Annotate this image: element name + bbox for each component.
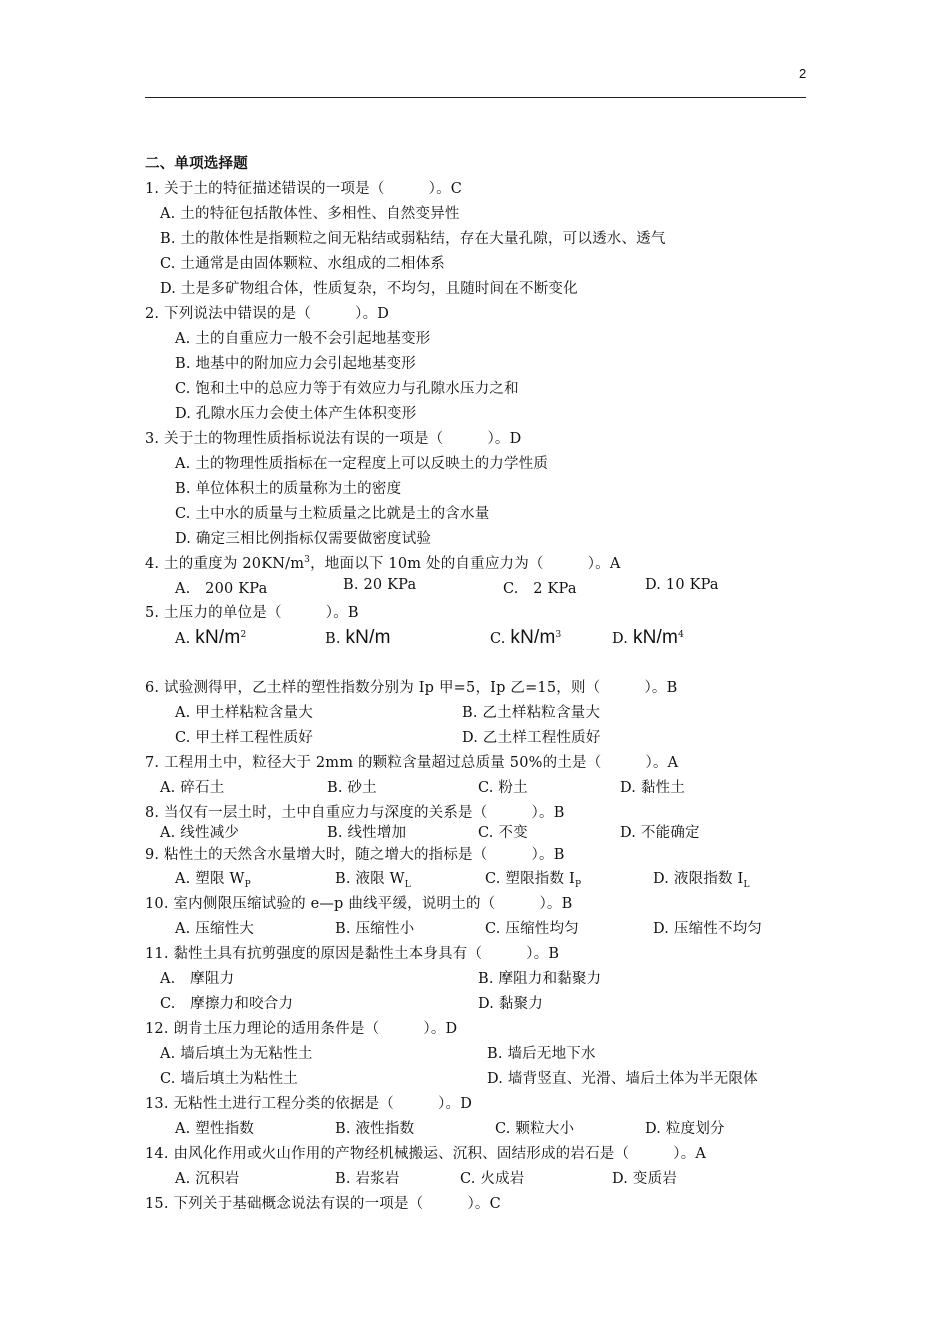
question-5-option-b	[325, 627, 391, 649]
question-6-option-a: A. 甲土样粘粒含量大	[175, 705, 313, 721]
question-9-option-a	[175, 867, 251, 890]
question-5-option-c	[490, 627, 561, 649]
question-4-option-b: B. 20 KPa	[343, 577, 417, 593]
option-text: A. 塑限 W	[175, 871, 245, 887]
question-11-option-b: B. 摩阻力和黏聚力	[478, 971, 602, 987]
question-13-option-d: D. 粒度划分	[645, 1121, 725, 1137]
unit-text: kN/m	[345, 627, 391, 648]
question-2-option-c: C. 饱和土中的总应力等于有效应力与孔隙水压力之和	[175, 381, 519, 397]
question-11-option-d: D. 黏聚力	[478, 996, 544, 1012]
question-3-option-d: D. 确定三相比例指标仅需要做密度试验	[175, 531, 432, 547]
unit-text: kN/m	[632, 627, 679, 648]
question-9-option-c	[485, 867, 581, 890]
question-8-stem: 8. 当仅有一层土时，土中自重应力与深度的关系是（ ）。B	[145, 805, 565, 821]
question-12-option-a: A. 墙后填土为无粘性土	[160, 1046, 313, 1062]
question-7-option-d: D. 黏性土	[620, 780, 686, 796]
option-subscript: L	[743, 879, 750, 890]
question-7-option-a: A. 碎石土	[160, 780, 225, 796]
question-8-option-c: C. 不变	[478, 825, 528, 841]
question-11-option-a: A. 摩阻力	[160, 971, 235, 987]
question-10-option-b: B. 压缩性小	[335, 921, 415, 937]
question-13-option-a: A. 塑性指数	[175, 1121, 255, 1137]
question-9-option-b	[335, 867, 411, 890]
option-subscript: L	[404, 879, 411, 890]
question-13-stem: 13. 无粘性土进行工程分类的依据是（ ）。D	[145, 1096, 473, 1112]
question-5-option-a	[175, 627, 246, 649]
question-6-option-c: C. 甲土样工程性质好	[175, 730, 313, 746]
question-4-option-c: C. 2 KPa	[503, 581, 577, 597]
question-12-option-b: B. 墙后无地下水	[487, 1046, 596, 1062]
unit-exponent: 3	[555, 630, 562, 641]
question-4-stem-text: 4. 土的重度为 20KN/m	[145, 556, 305, 572]
question-5-stem: 5. 土压力的单位是（ ）。B	[145, 605, 359, 621]
option-text: B. 液限 W	[335, 871, 405, 887]
unit-exponent: 4	[678, 630, 685, 641]
question-1-stem: 1. 关于土的特征描述错误的一项是（ ）。C	[145, 181, 463, 197]
question-1-option-c: C. 土通常是由固体颗粒、水组成的二相体系	[160, 256, 445, 272]
question-4-option-d: D. 10 KPa	[645, 577, 719, 593]
question-3-option-b: B. 单位体积土的质量称为土的密度	[175, 481, 402, 497]
question-13-option-c: C. 颗粒大小	[495, 1121, 575, 1137]
question-10-option-c: C. 压缩性均匀	[485, 921, 579, 937]
option-text: C. 塑限指数 I	[485, 871, 575, 887]
unit-text: kN/m	[195, 627, 241, 648]
question-9-stem: 9. 粘性土的天然含水量增大时，随之增大的指标是（ ）。B	[145, 847, 565, 863]
question-14-option-b: B. 岩浆岩	[335, 1171, 400, 1187]
question-5-option-d	[612, 627, 684, 649]
question-4-stem-superscript: 3	[304, 555, 311, 566]
question-10-option-d: D. 压缩性不均匀	[653, 921, 763, 937]
question-3-stem: 3. 关于土的物理性质指标说法有误的一项是（ ）。D	[145, 431, 522, 447]
option-letter: A.	[175, 631, 191, 647]
question-4-stem-rest: ，地面以下 10m 处的自重应力为（ ）。A	[310, 556, 621, 572]
question-6-option-b: B. 乙土样粘粒含量大	[462, 705, 601, 721]
option-subscript: P	[244, 879, 251, 890]
question-2-option-a: A. 土的自重应力一般不会引起地基变形	[175, 331, 431, 347]
question-8-option-d: D. 不能确定	[620, 825, 700, 841]
question-1-option-d: D. 土是多矿物组合体，性质复杂，不均匀，且随时间在不断变化	[160, 281, 578, 297]
question-12-option-c: C. 墙后填土为粘性土	[160, 1071, 298, 1087]
question-7-option-c: C. 粉土	[478, 780, 528, 796]
option-text: D. 液限指数 I	[653, 871, 744, 887]
question-14-stem: 14. 由风化作用或火山作用的产物经机械搬运、沉积、固结形成的岩石是（ ）。A	[145, 1146, 707, 1162]
option-letter: C.	[490, 631, 506, 647]
question-2-option-b: B. 地基中的附加应力会引起地基变形	[175, 356, 416, 372]
question-14-option-a: A. 沉积岩	[175, 1171, 240, 1187]
question-6-stem: 6. 试验测得甲，乙土样的塑性指数分别为 Ip 甲=5，Ip 乙=15，则（ ）。B	[145, 680, 678, 696]
question-2-stem: 2. 下列说法中错误的是（ ）。D	[145, 306, 390, 322]
header-divider	[145, 97, 806, 98]
option-letter: B.	[325, 631, 341, 647]
question-3-option-a: A. 土的物理性质指标在一定程度上可以反映土的力学性质	[175, 456, 549, 472]
question-11-stem: 11. 黏性土具有抗剪强度的原因是黏性土本身具有（ ）。B	[145, 946, 560, 962]
question-4-option-a: A. 200 KPa	[175, 581, 268, 597]
question-2-option-d: D. 孔隙水压力会使土体产生体积变形	[175, 406, 417, 422]
question-14-option-c: C. 火成岩	[460, 1171, 525, 1187]
question-7-option-b: B. 砂土	[327, 780, 377, 796]
question-14-option-d: D. 变质岩	[612, 1171, 678, 1187]
question-9-option-d	[653, 867, 750, 890]
question-6-option-d: D. 乙土样工程性质好	[462, 730, 601, 746]
question-13-option-b: B. 液性指数	[335, 1121, 415, 1137]
unit-text: kN/m	[510, 627, 556, 648]
question-8-option-a: A. 线性减少	[160, 825, 240, 841]
question-15-stem: 15. 下列关于基础概念说法有误的一项是（ ）。C	[145, 1196, 501, 1212]
question-1-option-a: A. 土的特征包括散体性、多相性、自然变异性	[160, 206, 460, 222]
question-11-option-c: C. 摩擦力和咬合力	[160, 996, 294, 1012]
question-8-option-b: B. 线性增加	[327, 825, 407, 841]
section-heading: 二、单项选择题	[145, 156, 248, 172]
option-subscript: P	[574, 879, 582, 890]
question-12-stem: 12. 朗肯土压力理论的适用条件是（ ）。D	[145, 1021, 458, 1037]
question-10-option-a: A. 压缩性大	[175, 921, 255, 937]
question-12-option-d: D. 墙背竖直、光滑、墙后土体为半无限体	[487, 1071, 758, 1087]
question-4-stem	[145, 552, 621, 573]
question-3-option-c: C. 土中水的质量与土粒质量之比就是土的含水量	[175, 506, 490, 522]
question-10-stem: 10. 室内侧限压缩试验的 e—p 曲线平缓，说明土的（ ）。B	[145, 896, 573, 912]
unit-exponent: 2	[240, 630, 247, 641]
question-1-option-b: B. 土的散体性是指颗粒之间无粘结或弱粘结，存在大量孔隙，可以透水、透气	[160, 231, 666, 247]
option-letter: D.	[612, 631, 629, 647]
question-7-stem: 7. 工程用土中，粒径大于 2mm 的颗粒含量超过总质量 50%的土是（ ）。A	[145, 755, 679, 771]
page-number: 2	[799, 66, 807, 81]
